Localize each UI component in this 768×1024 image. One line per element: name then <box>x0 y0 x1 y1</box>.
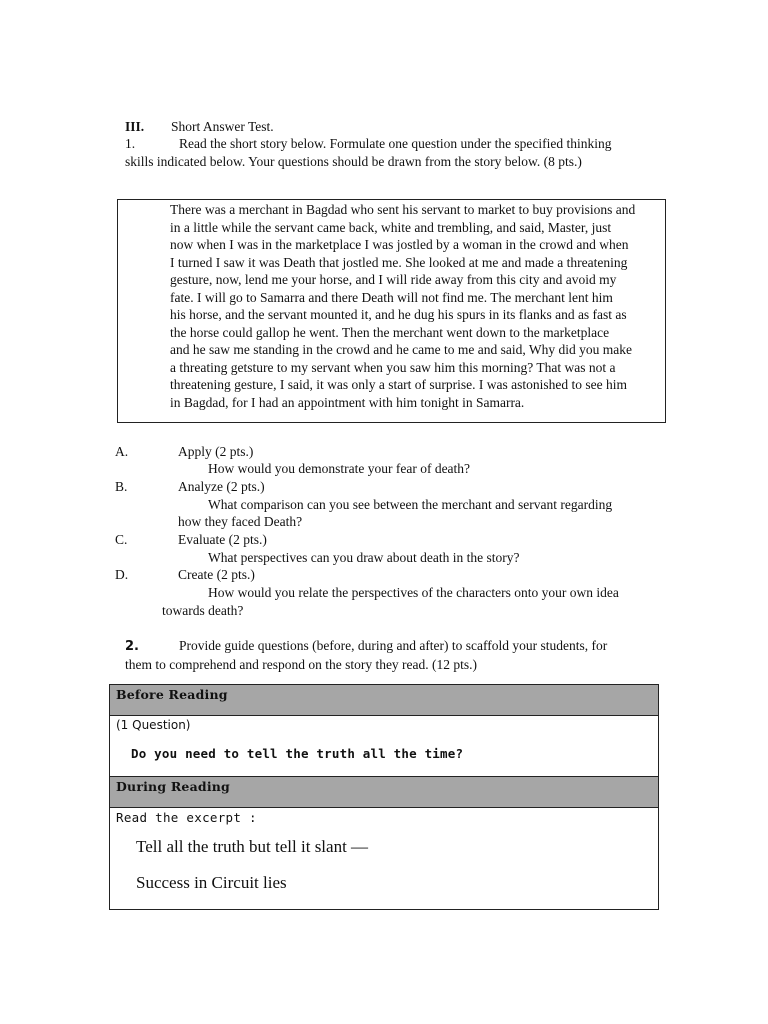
question-text: What perspectives can you draw about death in the story? <box>208 550 520 565</box>
story-text <box>170 201 662 411</box>
story-line: his horse, and the servant mounted it, and he dug his spurs in its flanks and as fast as <box>170 307 627 322</box>
question-count-label: (1 Question) <box>116 718 191 732</box>
story-line: gesture, now, lend me your horse, and I will ride away from this city and avoid my <box>170 272 617 287</box>
before-reading-header: Before Reading <box>116 687 228 702</box>
before-reading-question: Do you need to tell the truth all the time? <box>131 746 464 761</box>
story-line: now when I was in the marketplace I was jostled by a woman in the crowd and when <box>170 237 629 252</box>
section-heading <box>125 118 274 136</box>
during-reading-header: During Reading <box>116 779 230 794</box>
story-line: fate. I will go to Samarra and there Death will not find me. The merchant lent him <box>170 289 613 305</box>
question-letter: C. <box>115 532 128 547</box>
question-letter: A. <box>115 444 129 459</box>
story-line: threatening gesture, I said, it was only a start of surprise. I was astonished to see him <box>170 377 628 392</box>
during-reading-content-row <box>110 808 658 909</box>
story-line: I turned I saw it was Death that jostled me. She looked at me and made a threatening <box>170 254 628 270</box>
excerpt-line-2: Success in Circuit lies <box>136 873 287 892</box>
story-line: There was a merchant in Bagdad who sent his servant to market to buy provisions and <box>170 202 636 217</box>
question-text-continued: how they faced Death? <box>178 514 303 529</box>
question-number: 2. <box>125 639 139 654</box>
instruction-line-2: them to comprehend and respond on the story they read. (12 pts.) <box>125 656 478 672</box>
question-text: How would you relate the perspectives of the characters onto your own idea <box>208 585 619 600</box>
instruction-line-1: Provide guide questions (before, during and after) to scaffold your students, for <box>179 638 608 653</box>
instruction-line-1: Read the short story below. Formulate one question under the specified thinking <box>179 136 612 151</box>
question-letter: D. <box>115 567 129 582</box>
question-number: 1. <box>125 136 136 151</box>
excerpt-line-1: Tell all the truth but tell it slant — <box>136 837 369 856</box>
question-text: What comparison can you see between the merchant and servant regarding <box>208 497 613 512</box>
story-line: in Bagdad, for I had an appointment with him tonight in Samarra. <box>170 394 525 410</box>
question-skill-label: Analyze (2 pts.) <box>178 479 265 494</box>
question-1-instructions <box>125 135 665 170</box>
section-title: Short Answer Test. <box>171 119 274 134</box>
question-letter: B. <box>115 479 128 494</box>
excerpt-instruction: Read the excerpt : <box>116 810 257 825</box>
question-text-continued: towards death? <box>162 603 244 618</box>
before-reading-content-row <box>110 716 658 777</box>
section-number: III. <box>125 119 145 134</box>
question-skill-label: Apply (2 pts.) <box>178 444 254 459</box>
before-reading-header-row <box>110 685 658 716</box>
question-2-instructions <box>125 637 665 673</box>
instruction-line-2: skills indicated below. Your questions should be drawn from the story below. (8 pts.) <box>125 153 582 169</box>
story-line: the horse could gallop he went. Then the merchant went down to the marketplace <box>170 324 610 340</box>
story-line: a threating getsture to my servant when you saw him this morning? That was not a <box>170 359 616 375</box>
question-text: How would you demonstrate your fear of death? <box>208 461 471 476</box>
guide-questions-table <box>109 684 659 910</box>
during-reading-header-row <box>110 777 658 808</box>
story-line: in a little while the servant came back, white and trembling, and said, Master, just <box>170 219 612 235</box>
story-line: and he saw me standing in the crowd and he came to me and said, Why did you make <box>170 342 632 357</box>
question-skill-label: Evaluate (2 pts.) <box>178 532 267 547</box>
question-skill-label: Create (2 pts.) <box>178 567 255 582</box>
